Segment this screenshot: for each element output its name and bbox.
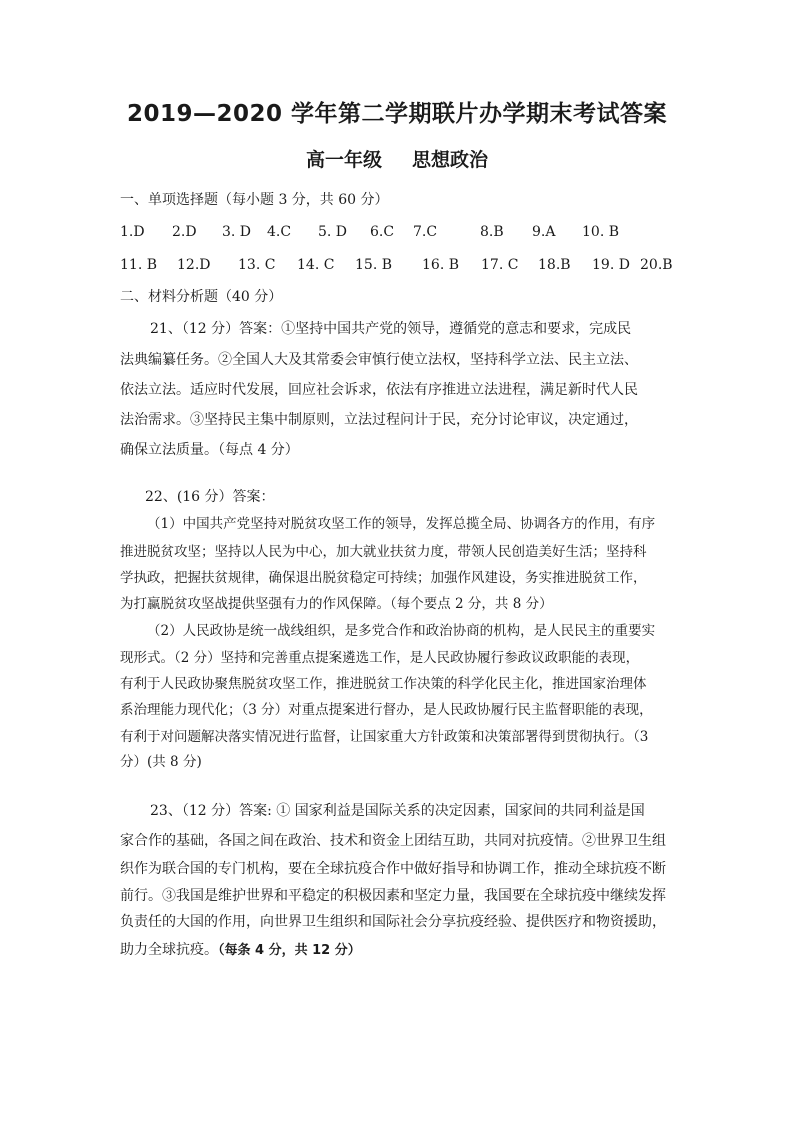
answer-item: 16. B xyxy=(422,257,460,273)
text-line: （1）中国共产党坚持对脱贫攻坚工作的领导，发挥总揽全局、协调各方的作用，有序 xyxy=(147,516,656,532)
text-line: 21、（12 分）答案：①坚持中国共产党的领导，遵循党的意志和要求，完成民 xyxy=(150,321,632,337)
text-line: 23、（12 分）答案: ① 国家利益是国际关系的决定因素，国家间的共同利益是国 xyxy=(150,803,645,819)
answer-item: 6.C xyxy=(370,224,395,240)
answer-item: 17. C xyxy=(481,257,519,273)
text-line: 法典编纂任务。②全国人大及其常委会审慎行使立法权，坚持科学立法、民主立法、 xyxy=(120,352,638,368)
answer-item: 5. D xyxy=(318,224,348,240)
text-line: 家合作的基础，各国之间在政治、技术和资金上团结互助，共同对抗疫情。②世界卫生组 xyxy=(120,833,666,849)
section2-heading: 二、材料分析题（40 分） xyxy=(120,289,283,305)
text-line: 负责任的大国的作用，向世界卫生组织和国际社会分享抗疫经验、提供医疗和物资援助， xyxy=(120,914,666,930)
answer-item: 20.B xyxy=(640,257,673,273)
score-note: （每条 4 分，共 12 分） xyxy=(218,943,361,958)
text-line: 有利于人民政协聚焦脱贫攻坚工作，推进脱贫工作决策的科学化民主化，推进国家治理体 xyxy=(120,676,647,692)
text-line: 学执政，把握扶贫规律，确保退出脱贫稳定可持续；加强作风建设，务实推进脱贫工作， xyxy=(120,570,647,586)
answer-item: 12.D xyxy=(177,257,211,273)
answer-item: 7.C xyxy=(413,224,438,240)
text-line: 确保立法质量。（每点 4 分） xyxy=(120,442,299,458)
text-line: 法治需求。③坚持民主集中制原则，立法过程问计于民，充分讨论审议，决定通过， xyxy=(120,412,638,428)
text-line: 织作为联合国的专门机构，要在全球抗疫合作中做好指导和协调工作，推动全球抗疫不断 xyxy=(120,861,666,877)
text-line: （2）人民政协是统一战线组织，是多党合作和政治协商的机构，是人民民主的重要实 xyxy=(147,623,656,639)
text-line xyxy=(120,943,361,957)
grade-label: 高一年级 xyxy=(305,149,382,171)
answer-item: 8.B xyxy=(480,224,504,240)
text-line: 有利于对问题解决落实情况进行监督，让国家重大方针政策和决策部署得到贯彻执行。（3 xyxy=(120,729,649,745)
page-title: 2019—2020 学年第二学期联片办学期末考试答案 xyxy=(126,101,668,127)
text-line: 现形式。（2 分）坚持和完善重点提案遴选工作，是人民政协履行参政议政职能的表现， xyxy=(120,650,640,666)
answer-item: 1.D xyxy=(120,224,145,240)
answer-item: 18.B xyxy=(538,257,571,273)
answer-item: 4.C xyxy=(267,224,292,240)
answer-item: 15. B xyxy=(355,257,393,273)
subject-label: 思想政治 xyxy=(412,149,489,171)
text-line: 分）(共 8 分) xyxy=(120,754,202,770)
answer-item: 11. B xyxy=(120,257,158,273)
text-line: 依法立法。适应时代发展，回应社会诉求，依法有序推进立法进程，满足新时代人民 xyxy=(120,382,638,398)
answer-item: 13. C xyxy=(238,257,276,273)
answer-item: 2.D xyxy=(172,224,197,240)
page-subtitle xyxy=(0,145,794,172)
text-fragment: 助力全球抗疫。 xyxy=(120,942,218,958)
text-line: 系治理能力现代化；（3 分）对重点提案进行督办，是人民政协履行民主监督职能的表现， xyxy=(120,702,653,718)
text-line: 推进脱贫攻坚；坚持以人民为中心，加大就业扶贫力度，带领人民创造美好生活；坚持科 xyxy=(120,544,647,560)
answer-item: 10. B xyxy=(582,224,620,240)
answer-item: 19. D xyxy=(592,257,630,273)
answer-item: 3. D xyxy=(222,224,252,240)
answer-item: 14. C xyxy=(297,257,335,273)
text-line: 前行。③我国是维护世界和平稳定的积极因素和坚定力量，我国要在全球抗疫中继续发挥 xyxy=(120,888,666,904)
answer-item: 9.A xyxy=(532,224,556,240)
question-22-heading: 22、(16 分）答案： xyxy=(145,489,275,505)
section1-heading: 一、单项选择题（每小题 3 分，共 60 分） xyxy=(120,192,389,208)
text-line: 为打赢脱贫攻坚战提供坚强有力的作风保障。（每个要点 2 分，共 8 分） xyxy=(120,596,553,612)
